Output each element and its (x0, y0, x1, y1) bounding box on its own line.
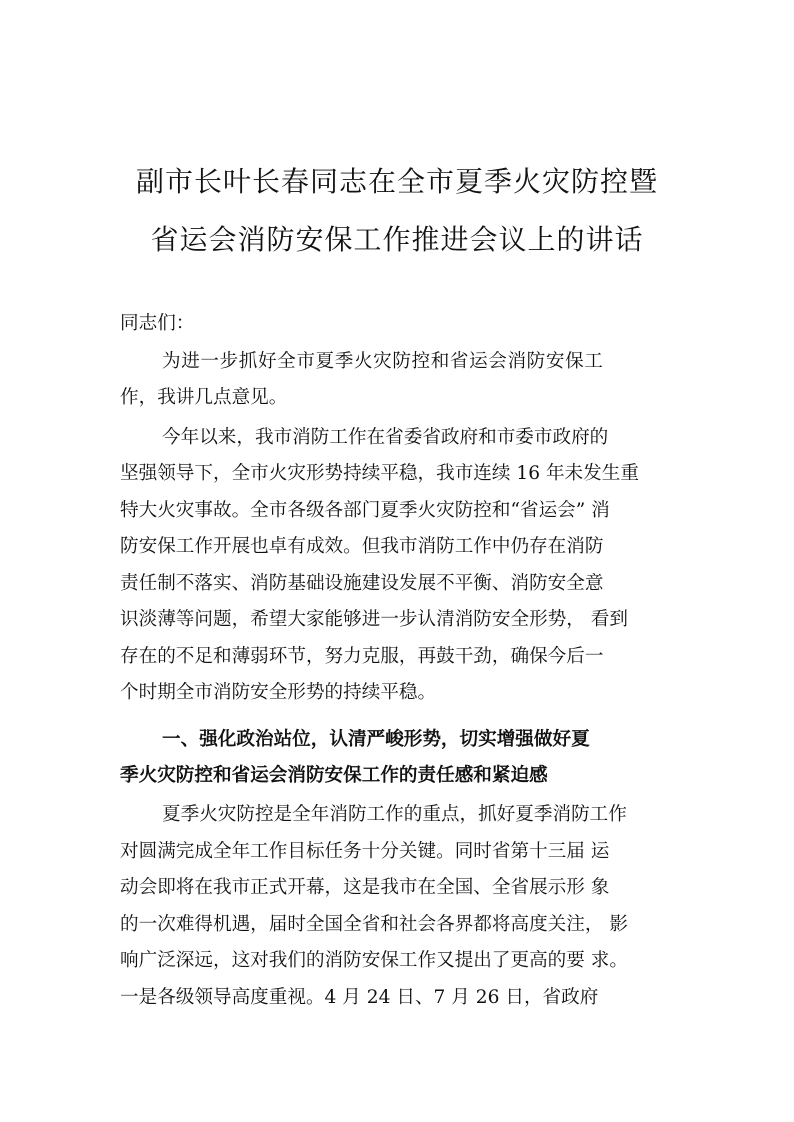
paragraph-2-line-6: 识淡薄等问题，希望大家能够进一步认清消防安全形势， 看到 (120, 609, 628, 630)
paragraph-3-line-4: 的一次难得机遇，届时全国全省和社会各界都将高度关注， 影 (120, 914, 628, 935)
salutation: 同志们： (120, 313, 195, 334)
paragraph-2-line-2: 坚强领导下，全市火灾形势持续平稳，我市连续 16 年未发生重 (120, 463, 639, 484)
paragraph-2-line-5: 责任制不落实、消防基础设施建设发展不平衡、消防安全意 (120, 573, 604, 594)
paragraph-2-line-1: 今年以来，我市消防工作在省委省政府和市委市政府的 (162, 427, 609, 448)
document-title-line-2: 省运会消防安保工作推进会议上的讲话 (150, 223, 644, 256)
paragraph-2-line-4: 防安保工作开展也卓有成效。但我市消防工作中仍存在消防 (120, 536, 604, 557)
section-heading-1-line-2: 季火灾防控和省运会消防安保工作的责任感和紧迫感 (120, 765, 548, 786)
paragraph-3-line-5: 响广泛深远，这对我们的消防安保工作又提出了更高的要 求。 (120, 950, 628, 971)
paragraph-2-line-3: 特大火灾事故。全市各级各部门夏季火灾防控和“省运会” 消 (120, 500, 610, 521)
paragraph-3-line-2: 对圆满完成全年工作目标任务十分关键。同时省第十三届 运 (120, 841, 610, 862)
paragraph-3-line-6: 一是各级领导高度重视。4 月 24 日、7 月 26 日，省政府 (120, 987, 599, 1008)
paragraph-1-line-1: 为进一步抓好全市夏季火灾防控和省运会消防安保工 (162, 351, 604, 372)
paragraph-3-line-3: 动会即将在我市正式开幕，这是我市在全国、全省展示形 象 (120, 877, 610, 898)
paragraph-2-line-8: 个时期全市消防安全形势的持续平稳。 (120, 682, 437, 703)
paragraph-2-line-7: 存在的不足和薄弱环节，努力克服，再鼓干劲，确保今后一 (120, 646, 604, 667)
section-heading-1-line-1: 一、强化政治站位，认清严峻形势，切实增强做好夏 (162, 729, 590, 750)
paragraph-3-line-1: 夏季火灾防控是全年消防工作的重点，抓好夏季消防工作 (162, 804, 627, 825)
paragraph-1-line-2: 作，我讲几点意见。 (120, 387, 288, 408)
document-title-line-1: 副市长叶长春同志在全市夏季火灾防控暨 (135, 165, 658, 198)
